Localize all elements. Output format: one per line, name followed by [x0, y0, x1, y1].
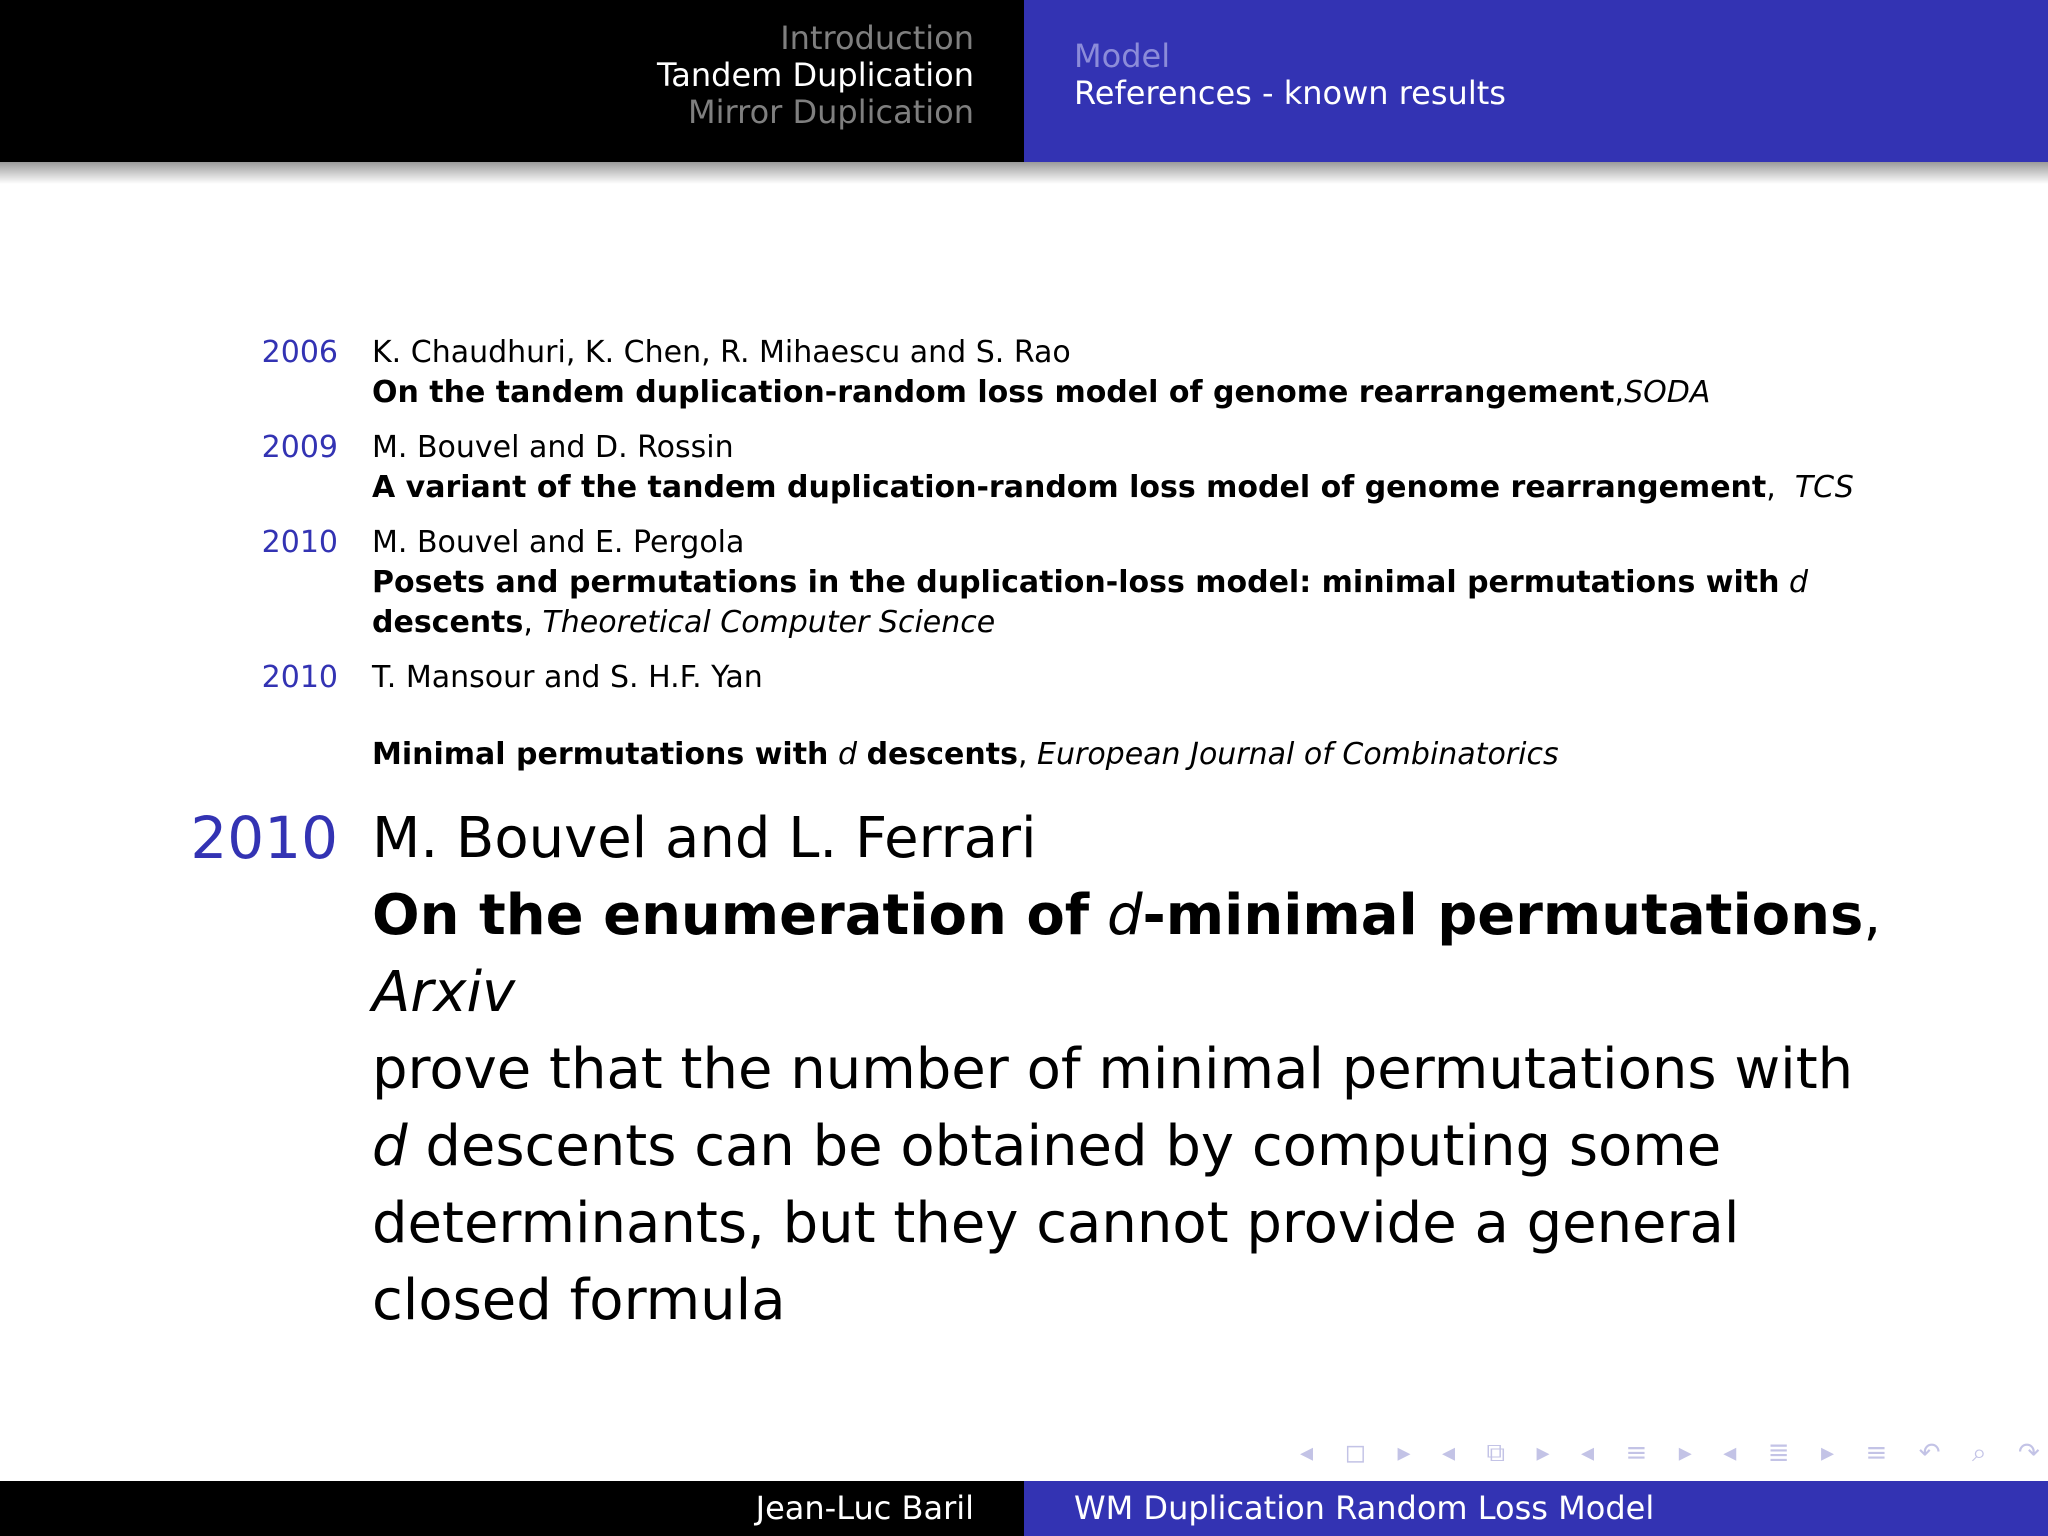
- reference-authors: M. Bouvel and E. Pergola: [372, 525, 745, 560]
- section-mirror-duplication[interactable]: Mirror Duplication: [688, 93, 974, 131]
- part-icon[interactable]: ≣: [1767, 1438, 1790, 1468]
- reference-venue: SODA: [1624, 375, 1711, 410]
- subsection-prev-arrow-icon[interactable]: ◂: [1442, 1438, 1456, 1468]
- frame-icon[interactable]: ◻: [1344, 1438, 1367, 1468]
- footer-author: Jean-Luc Baril: [755, 1489, 974, 1527]
- reference-year: 2010: [190, 804, 338, 872]
- footer-talk-title: WM Duplication Random Loss Model: [1074, 1489, 1655, 1527]
- header-sections-panel: [0, 0, 1024, 162]
- part-next-arrow-icon[interactable]: ▸: [1821, 1438, 1835, 1468]
- reference-authors: T. Mansour and S. H.F. Yan: [372, 660, 763, 695]
- reference-year: 2010: [261, 660, 338, 695]
- reference-venue: TCS: [1794, 470, 1854, 505]
- section-tandem-duplication[interactable]: Tandem Duplication: [657, 56, 974, 94]
- reference-body: [372, 333, 1710, 413]
- reference-body: [372, 658, 1559, 775]
- subsection-nav: [1074, 38, 1506, 112]
- reference-body: [372, 523, 1808, 643]
- reference-note-variable: d: [372, 1114, 408, 1179]
- subsection-model[interactable]: Model: [1074, 37, 1171, 75]
- section-icon[interactable]: ≡: [1625, 1438, 1648, 1468]
- header-subsections-panel: [1024, 0, 2048, 162]
- reference-title: Posets and permutations in the duplication-loss model: minimal permutations with: [372, 565, 1780, 600]
- section-nav: [657, 20, 974, 131]
- reference-title-line: A variant of the tandem duplication-random loss model of genome rearrangement, TCS: [372, 470, 1854, 505]
- reference-body: [372, 800, 1881, 1339]
- section-prev-arrow-icon[interactable]: ◂: [1581, 1438, 1595, 1468]
- reference-title-continued: descents: [866, 737, 1018, 772]
- reference-title-line: On the tandem duplication-random loss model of genome rearrangement,SODA: [372, 375, 1711, 410]
- reference-note-line: closed formula: [372, 1268, 786, 1333]
- reference-title: On the tandem duplication-random loss model of genome rearrangement: [372, 375, 1615, 410]
- reference-note-line: prove that the number of minimal permutations with: [372, 1037, 1854, 1102]
- footer-title-panel: [1024, 1481, 2048, 1536]
- redo-icon[interactable]: ↷: [2017, 1438, 2040, 1468]
- reference-body: [372, 428, 1854, 508]
- reference-title-variable: d: [1789, 565, 1809, 600]
- section-introduction[interactable]: Introduction: [780, 19, 974, 57]
- reference-year: 2010: [261, 525, 338, 560]
- reference-venue: European Journal of Combinatorics: [1037, 737, 1559, 772]
- reference-note-line: [372, 1108, 1881, 1185]
- reference-title-variable: d: [837, 737, 858, 772]
- reference-title-line: descents, Theoretical Computer Science: [372, 605, 996, 640]
- document-icon[interactable]: ≡: [1865, 1438, 1888, 1468]
- subsection-references[interactable]: References - known results: [1074, 74, 1506, 112]
- header-bar: [0, 0, 2048, 162]
- subsection-icon[interactable]: ⧉: [1486, 1437, 1506, 1468]
- reference-authors: M. Bouvel and L. Ferrari: [372, 806, 1037, 871]
- footer-author-panel: [0, 1481, 1024, 1536]
- reference-title-line: On the enumeration of d-minimal permutations,: [372, 883, 1882, 948]
- reference-year: 2006: [261, 335, 338, 370]
- subsection-next-arrow-icon[interactable]: ▸: [1536, 1438, 1550, 1468]
- frame-next-arrow-icon[interactable]: ▸: [1397, 1438, 1411, 1468]
- reference-title-continued: -minimal permutations: [1142, 883, 1864, 948]
- reference-note-text: descents can be obtained by computing some: [425, 1114, 1722, 1179]
- part-prev-arrow-icon[interactable]: ◂: [1723, 1438, 1737, 1468]
- reference-venue: Arxiv: [372, 960, 516, 1025]
- reference-title: A variant of the tandem duplication-random loss model of genome rearrangement: [372, 470, 1767, 505]
- reference-authors: K. Chaudhuri, K. Chen, R. Mihaescu and S. Rao: [372, 335, 1071, 370]
- reference-title: On the enumeration of: [372, 883, 1090, 948]
- reference-title: Minimal permutations with: [372, 737, 829, 772]
- reference-title-line: [372, 563, 1808, 603]
- reference-title-line: Minimal permutations with d descents, European Journal of Combinatorics: [372, 737, 1559, 772]
- reference-venue: Theoretical Computer Science: [542, 605, 996, 640]
- header-shadow: [0, 162, 2048, 184]
- reference-authors: M. Bouvel and D. Rossin: [372, 430, 734, 465]
- reference-note-line: determinants, but they cannot provide a general: [372, 1191, 1740, 1256]
- frame-prev-arrow-icon[interactable]: ◂: [1300, 1438, 1314, 1468]
- navigation-symbols: [1300, 1433, 2040, 1473]
- reference-title-variable: d: [1106, 883, 1143, 948]
- footer-bar: [0, 1481, 2048, 1536]
- undo-icon[interactable]: ↶: [1918, 1438, 1941, 1468]
- search-icon[interactable]: ⌕: [1971, 1437, 1987, 1468]
- reference-title-continued: descents: [372, 605, 524, 640]
- section-next-arrow-icon[interactable]: ▸: [1678, 1438, 1692, 1468]
- reference-year: 2009: [261, 430, 338, 465]
